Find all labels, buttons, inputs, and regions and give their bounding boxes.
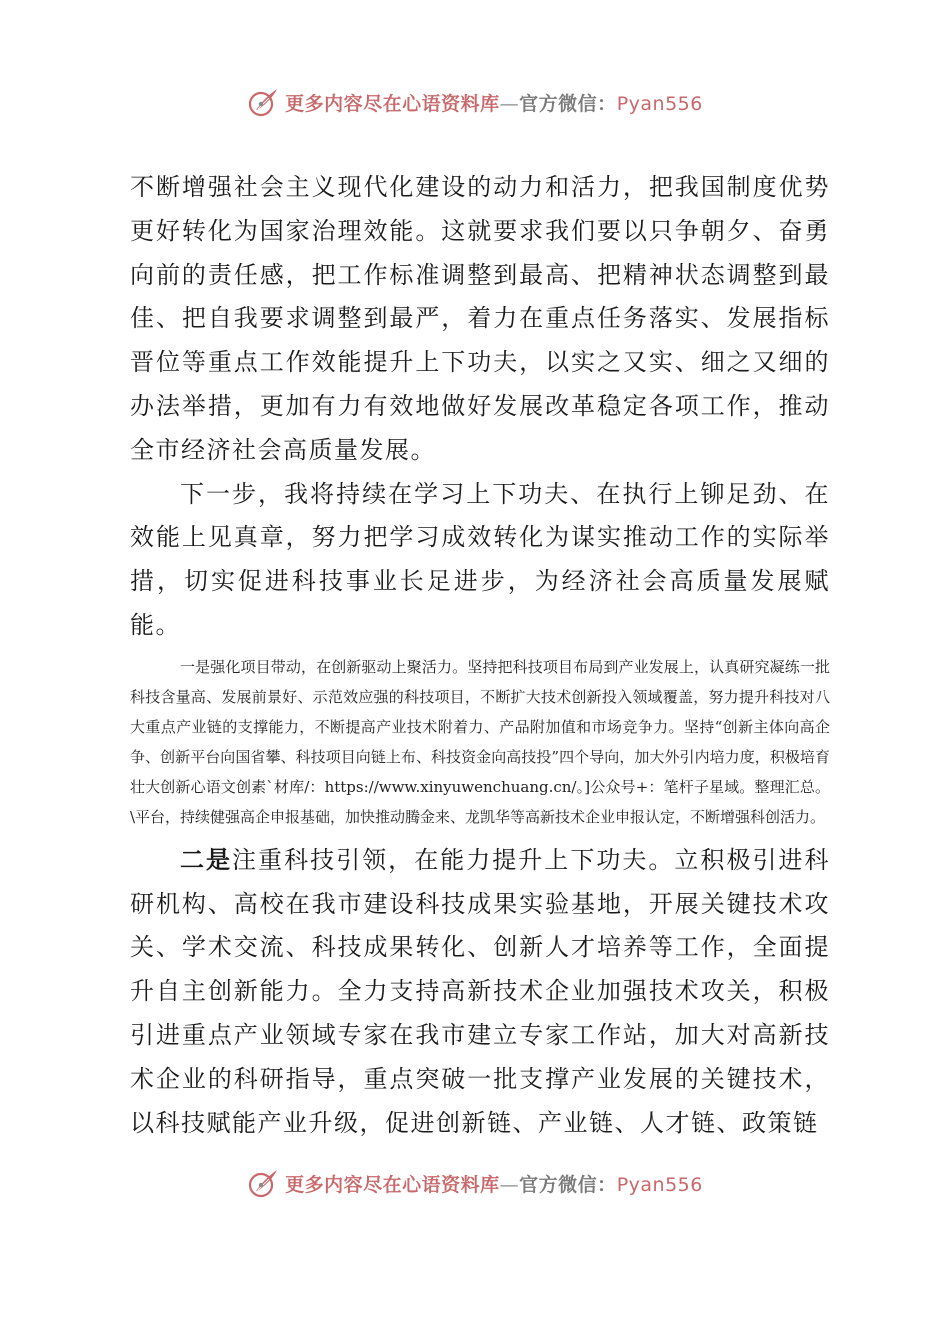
- paragraph-2: 下一步，我将持续在学习上下功夫、在执行上铆足劲、在效能上见真章，努力把学习成效转化为谋实推动工作的实际举措，切实促进科技事业长足进步，为经济社会高质量发展赋能。: [130, 479, 830, 639]
- banner-separator: —: [499, 92, 520, 115]
- header-banner: [0, 82, 950, 122]
- paragraph-4-lead: 二是: [180, 844, 233, 874]
- feather-pen-logo-icon: [247, 1166, 281, 1200]
- document-body: [130, 166, 830, 1145]
- banner-wechat-id: Pyan556: [616, 1173, 703, 1196]
- banner-library-name: 更多内容尽在心语资料库: [285, 92, 500, 115]
- paragraph-4-text: 注重科技引领，在能力提升上下功夫。立积极引进科研机构、高校在我市建设科技成果实验基地，开展关键技术攻关、学术交流、科技成果转化、创新人才培养等工作，全面提升自主创新能力。全力支持高新技术企业加强技术攻关，积极引进重点产业领域专家在我市建立专家工作站，加大对高新技术企业的科研指导，重点突破一批支撑产业发展的关键技术，以科技赋能产业升级，促进创新链、产业链、人才链、政策链: [130, 845, 831, 1137]
- footer-banner-text: [285, 1170, 703, 1197]
- banner-library-name: 更多内容尽在心语资料库: [285, 1173, 500, 1196]
- banner-separator: —: [499, 1173, 520, 1196]
- footer-banner: [0, 1163, 950, 1203]
- paragraph-3-small: 一是强化项目带动，在创新驱动上聚活力。坚持把科技项目布局到产业发展上，认真研究凝练一批科技含量高、发展前景好、示范效应强的科技项目，不断扩大技术创新投入领域覆盖，努力提升科技对八大重点产业链的支撑能力，不断提高产业技术附着力、产品附加值和市场竞争力。坚持“创新主体向高企争、创新平台向国省攀、科技项目向链上布、科技资金向高技投”四个导向，加大外引内培力度，积极培育壮大创新心语文创素`材库/：https://www.xinyuwenchuang.cn/。]公众号+：笔杆子星域。整理汇总。\平台，持续健强高企申报基础，加快推动腾金来、龙凯华等高新技术企业申报认定，不断增强科创活力。: [130, 657, 830, 826]
- paragraph-1: 不断增强社会主义现代化建设的动力和活力，把我国制度优势更好转化为国家治理效能。这就要求我们要以只争朝夕、奋勇向前的责任感，把工作标准调整到最高、把精神状态调整到最佳、把自我要求调整到最严，着力在重点任务落实、发展指标晋位等重点工作效能提升上下功夫，以实之又实、细之又细的办法举措，更加有力有效地做好发展改革稳定各项工作，推动全市经济社会高质量发展。: [130, 173, 830, 464]
- feather-pen-logo-icon: [247, 85, 281, 119]
- header-banner-text: [285, 89, 703, 116]
- banner-wechat-id: Pyan556: [616, 92, 703, 115]
- banner-wechat-label: 官方微信：: [519, 92, 617, 115]
- paragraph-4: [130, 838, 830, 1146]
- banner-wechat-label: 官方微信：: [519, 1173, 617, 1196]
